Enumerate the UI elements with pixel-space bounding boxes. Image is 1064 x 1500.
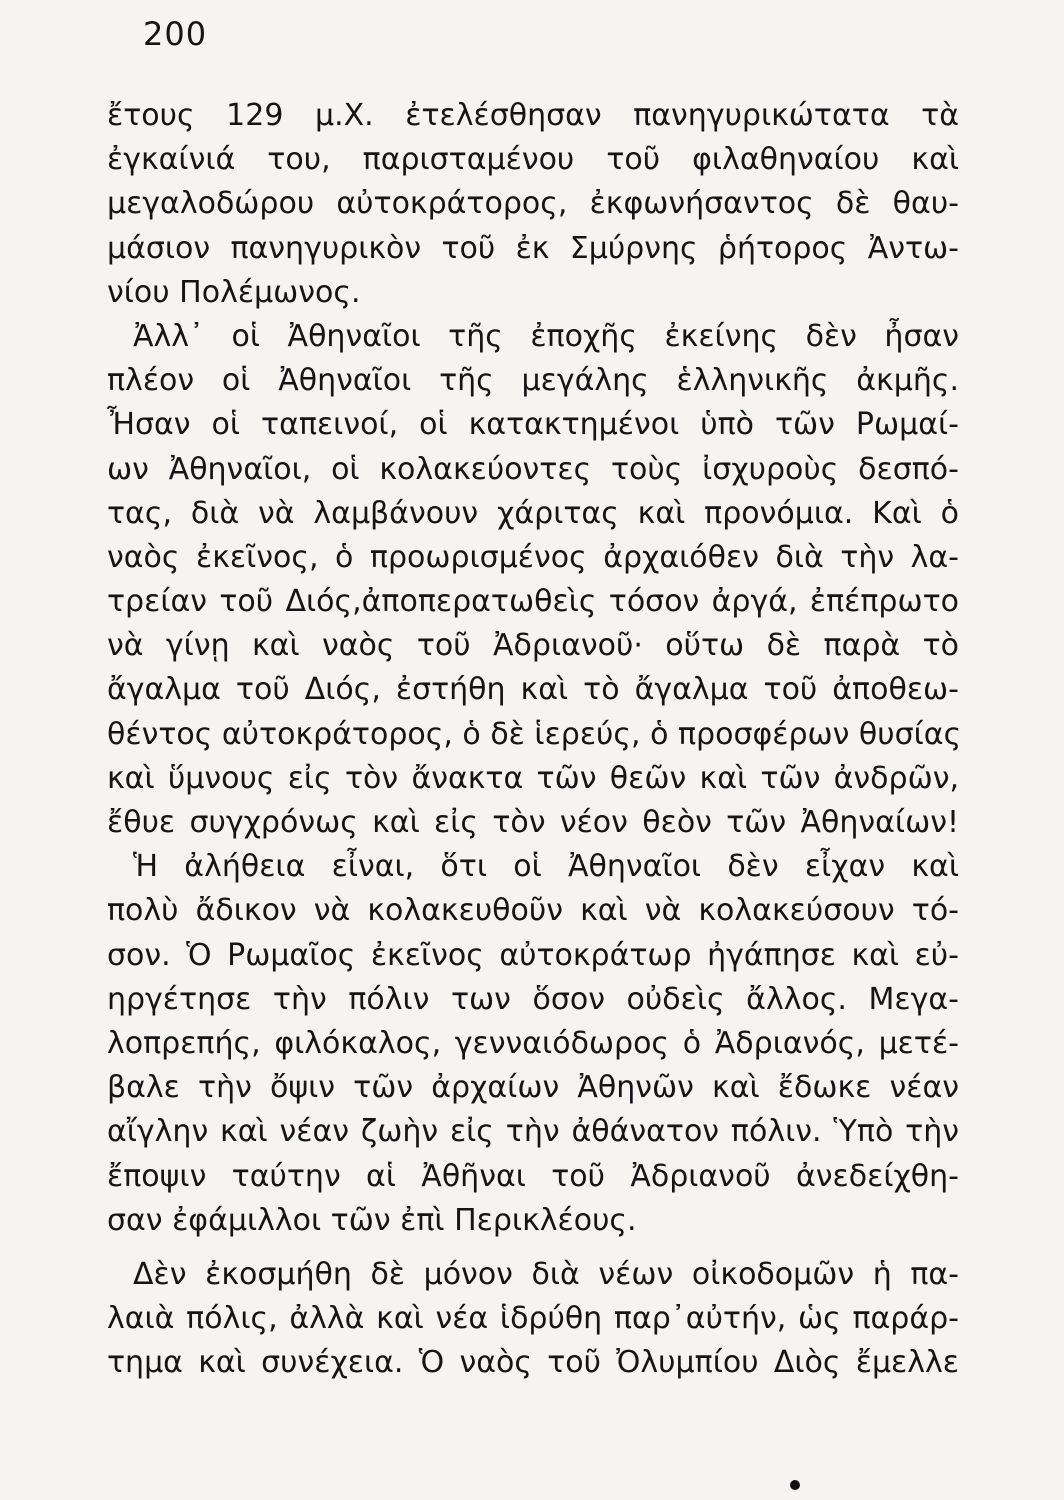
text-line: ναὸς ἐκεῖνος, ὁ προωρισμένος ἀρχαιόθεν διὰ τὴν λα- bbox=[107, 539, 959, 575]
text-line: Δὲν ἐκοσμήθη δὲ μόνον διὰ νέων οἰκοδομῶν ἡ πα- bbox=[133, 1256, 959, 1292]
text-line: σον. Ὁ Ρωμαῖος ἐκεῖνος αὐτοκράτωρ ἠγάπησε καὶ εὐ- bbox=[107, 937, 959, 973]
text-line: ἄγαλμα τοῦ Διός, ἐστήθη καὶ τὸ ἄγαλμα τοῦ ἀποθεω- bbox=[107, 672, 959, 708]
text-line: λαιὰ πόλις, ἀλλὰ καὶ νέα ἱδρύθη παρ᾽αὐτήν, ὡς παράρ- bbox=[107, 1301, 959, 1337]
text-line: αἴγλην καὶ νέαν ζωὴν εἰς τὴν ἀθάνατον πόλιν. Ὑπὸ τὴν bbox=[107, 1114, 959, 1150]
ink-spot bbox=[790, 1480, 800, 1490]
text-line: μάσιον πανηγυρικὸν τοῦ ἐκ Σμύρνης ῥήτορος Ἀντω- bbox=[107, 230, 959, 266]
text-line: Ἡ ἀλήθεια εἶναι, ὅτι οἱ Ἀθηναῖοι δὲν εἶχαν καὶ bbox=[133, 849, 959, 885]
text-line: τας, διὰ νὰ λαμβάνουν χάριτας καὶ προνόμια. Καὶ ὁ bbox=[107, 495, 959, 531]
text-line: ἔποψιν ταύτην αἱ Ἀθῆναι τοῦ Ἀδριανοῦ ἀνεδείχθη- bbox=[107, 1158, 959, 1194]
text-line: πολὺ ἄδικον νὰ κολακευθοῦν καὶ νὰ κολακεύσουν τό- bbox=[107, 893, 959, 929]
text-line: θέντος αὐτοκράτορος, ὁ δὲ ἱερεύς, ὁ προσφέρων θυσίας bbox=[107, 716, 962, 752]
text-line: τρείαν τοῦ Διός,ἀποπερατωθεὶς τόσον ἀργά, ἐπέπρωτο bbox=[107, 584, 959, 620]
text-line: σαν ἐφάμιλλοι τῶν ἐπὶ Περικλέους. bbox=[107, 1202, 637, 1238]
text-line: ἔτους 129 μ.Χ. ἐτελέσθησαν πανηγυρικώτατα τὰ bbox=[107, 98, 959, 133]
text-line: μεγαλοδώρου αὐτοκράτορος, ἐκφωνήσαντος δὲ θαυ- bbox=[107, 186, 959, 222]
text-line: Ἦσαν οἱ ταπεινοί, οἱ κατακτημένοι ὑπὸ τῶν Ρωμαί- bbox=[107, 407, 959, 443]
text-line: νὰ γίνῃ καὶ ναὸς τοῦ Ἀδριανοῦ· οὕτω δὲ παρὰ τὸ bbox=[107, 628, 959, 664]
text-line: ἐγκαίνιά του, παρισταμένου τοῦ φιλαθηναίου καὶ bbox=[107, 142, 959, 178]
text-line: βαλε τὴν ὄψιν τῶν ἀρχαίων Ἀθηνῶν καὶ ἔδωκε νέαν bbox=[107, 1070, 959, 1106]
text-line: ων Ἀθηναῖοι, οἱ κολακεύοντες τοὺς ἰσχυροὺς δεσπό- bbox=[107, 451, 959, 487]
text-line: καὶ ὕμνους εἰς τὸν ἄνακτα τῶν θεῶν καὶ τῶν ἀνδρῶν, bbox=[107, 760, 959, 796]
text-line: νίου Πολέμωνος. bbox=[107, 274, 361, 310]
text-line: ἔθυε συγχρόνως καὶ εἰς τὸν νέον θεὸν τῶν Ἀθηναίων! bbox=[107, 805, 959, 840]
body-text bbox=[107, 94, 962, 1385]
text-line: Ἀλλ᾽ οἱ Ἀθηναῖοι τῆς ἐποχῆς ἐκείνης δὲν ἦσαν bbox=[133, 318, 959, 354]
text-line: ηργέτησε τὴν πόλιν των ὅσον οὐδεὶς ἄλλος. Μεγα- bbox=[107, 981, 959, 1017]
page-number: 200 bbox=[143, 15, 208, 53]
text-line: πλέον οἱ Ἀθηναῖοι τῆς μεγάλης ἑλληνικῆς ἀκμῆς. bbox=[107, 363, 959, 399]
text-line: λοπρεπής, φιλόκαλος, γενναιόδωρος ὁ Ἀδριανός, μετέ- bbox=[107, 1025, 959, 1061]
text-line: τημα καὶ συνέχεια. Ὁ ναὸς τοῦ Ὀλυμπίου Διὸς ἔμελλε bbox=[107, 1345, 959, 1381]
